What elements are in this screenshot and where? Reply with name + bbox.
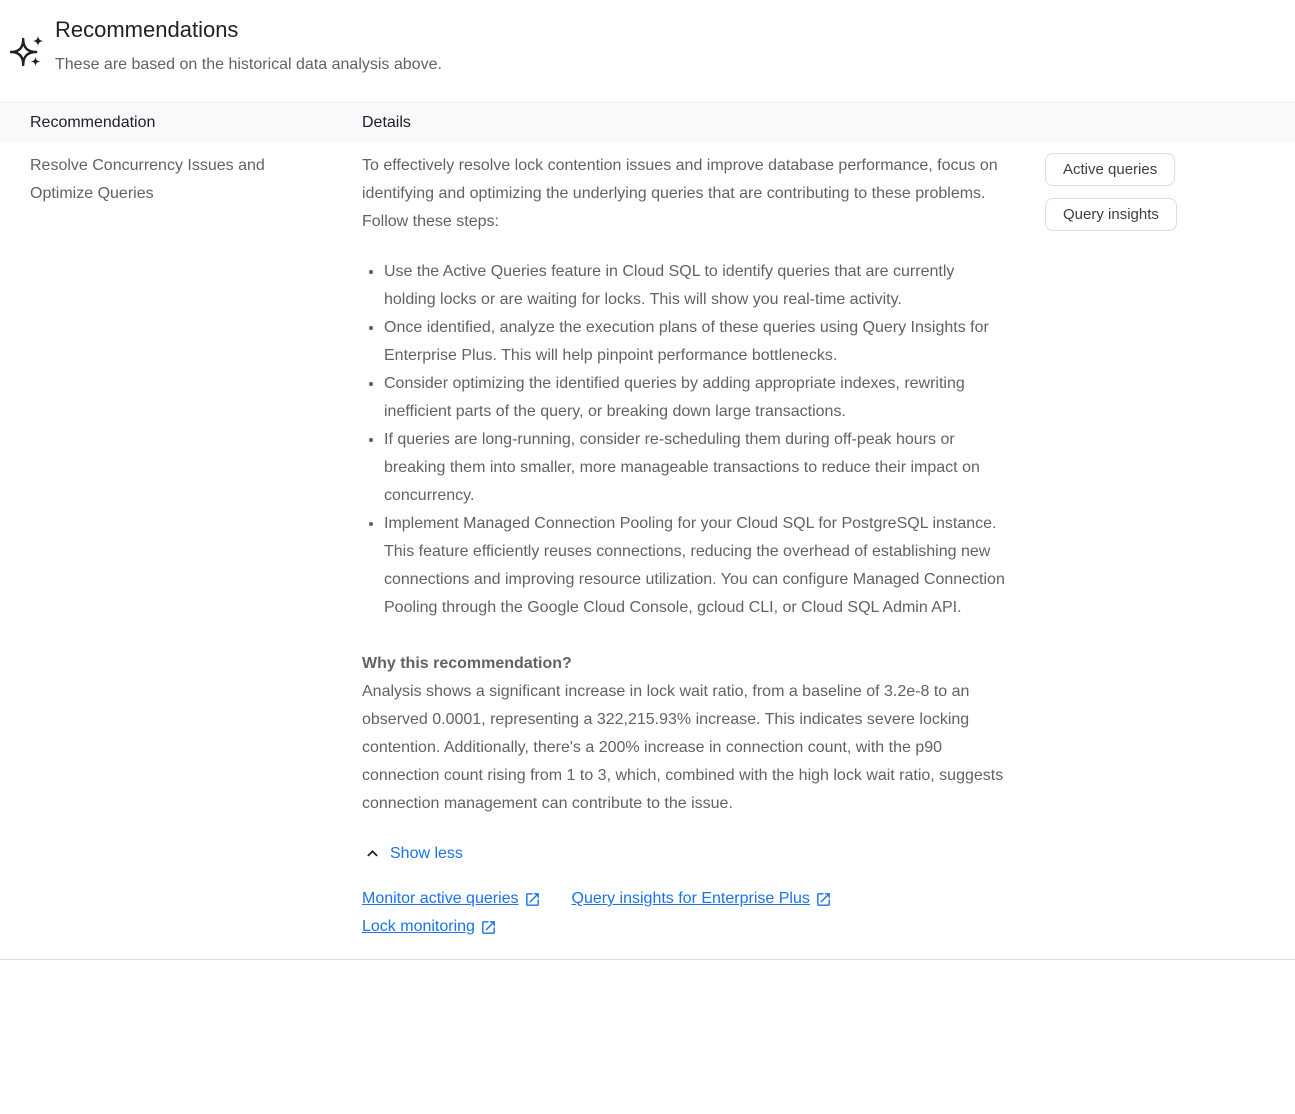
external-link-icon — [480, 919, 497, 936]
link-lock-monitoring[interactable] — [362, 913, 497, 941]
recommendations-header — [0, 0, 1295, 77]
actions-cell — [1007, 142, 1295, 941]
table-row — [0, 142, 1295, 960]
link-monitor-active-queries[interactable] — [362, 885, 541, 913]
table-header-row — [0, 102, 1295, 142]
page-title: Recommendations — [55, 17, 239, 42]
link-label: Query insights for Enterprise Plus — [571, 890, 810, 907]
recommendation-title-cell: Resolve Concurrency Issues and Optimize Queries — [30, 157, 265, 202]
show-less-label: Show less — [390, 844, 463, 862]
column-header-recommendation: Recommendation — [30, 113, 156, 131]
why-recommendation-text: Analysis shows a significant increase in lock wait ratio, from a baseline of 3.2e-8 to an observed 0.0001, representing a 322,215.93% increase. This indicates severe locking contention. Additionally, there's a 200% increase in connection count, with the p90 connection count rising from 1 to 3, which, combined with the high lock wait ratio, suggests connection management can contribute to the issue. — [362, 683, 1004, 812]
list-item: • Implement Managed Connection Pooling for your Cloud SQL for PostgreSQL instance. This feature efficiently reuses connections, reducing the overhead of establishing new connections and improving resource utilization. You can configure Managed Connection Pooling through the Google Cloud Console, gcloud CLI, or Cloud SQL Admin API. — [384, 510, 1007, 622]
chevron-up-icon — [362, 843, 383, 864]
documentation-links — [362, 885, 1007, 941]
list-item: • Use the Active Queries feature in Cloud SQL to identify queries that are currently holding locks or are waiting for locks. This will show you real-time activity. — [384, 258, 1007, 314]
why-recommendation-heading: Why this recommendation? — [362, 655, 572, 672]
recommendations-table — [0, 102, 1295, 960]
active-queries-button[interactable]: Active queries — [1045, 153, 1175, 186]
link-query-insights-enterprise-plus[interactable] — [572, 885, 832, 913]
column-header-details: Details — [362, 113, 411, 131]
link-label: Monitor active queries — [362, 890, 519, 907]
list-item: • Once identified, analyze the execution plans of these queries using Query Insights for Enterprise Plus. This will help pinpoint performance bottlenecks. — [384, 314, 1007, 370]
list-item: • If queries are long-running, consider re-scheduling them during off-peak hours or breaking them into smaller, more manageable transactions to reduce their impact on concurrency. — [384, 426, 1007, 510]
page-subtitle: These are based on the historical data analysis above. — [55, 56, 442, 73]
show-less-button[interactable] — [362, 843, 463, 864]
details-intro: To effectively resolve lock contention issues and improve database performance, focus on identifying and optimizing the underlying queries that are contributing to these problems. Follow these steps: — [362, 157, 998, 230]
link-label: Lock monitoring — [362, 918, 475, 935]
steps-list — [362, 258, 1007, 622]
header-text — [55, 16, 442, 77]
list-item: • Consider optimizing the identified queries by adding appropriate indexes, rewriting inefficient parts of the query, or breaking down large transactions. — [384, 370, 1007, 426]
gemini-sparkle-icon — [8, 16, 46, 72]
external-link-icon — [815, 891, 832, 908]
query-insights-button[interactable]: Query insights — [1045, 198, 1177, 231]
details-cell — [362, 142, 1007, 941]
external-link-icon — [524, 891, 541, 908]
